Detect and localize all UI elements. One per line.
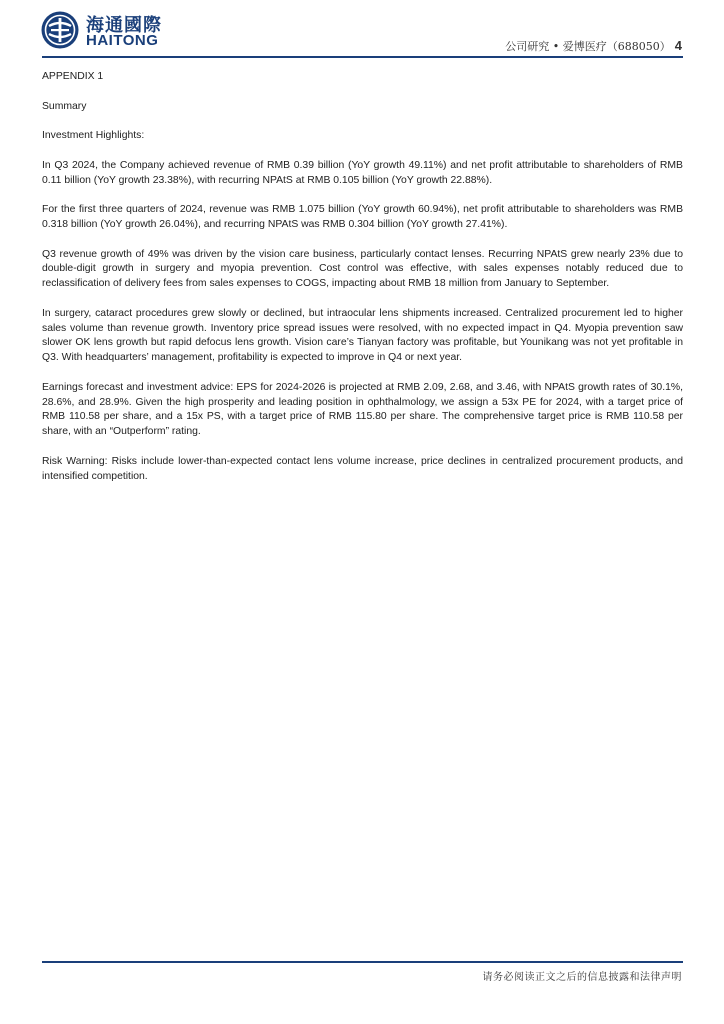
logo-chinese-text: 海通國際: [86, 15, 162, 36]
paragraph-risk-warning: Risk Warning: Risks include lower-than-expected contact lens volume increase, price declines in centralized procurement products, and intensified competition.: [42, 455, 683, 482]
page-number: 4: [674, 38, 682, 53]
footer-disclaimer: 请务必阅读正文之后的信息披露和法律声明: [482, 972, 682, 983]
logo-english-text: HAITONG: [86, 32, 159, 49]
haitong-logo: [40, 10, 170, 50]
report-label: 公司研究 • 爱博医疗（688050）: [505, 40, 671, 53]
highlights-heading: Investment Highlights:: [42, 130, 145, 142]
paragraph-q3-results: In Q3 2024, the Company achieved revenue of RMB 0.39 billion (YoY growth 49.11%) and net profit attributable to shareholders of RMB 0.11 billion (YoY growth 23.38%), with recurring NPAtS at RMB 0.105 billion (YoY growth 22.88%).: [42, 159, 683, 186]
paragraph-first-three-quarters: For the first three quarters of 2024, revenue was RMB 1.075 billion (YoY growth 60.94%), net profit attributable to shareholders was RMB 0.318 billion (YoY growth 26.04%), and recurring NPAtS was RMB 0.304 billion (YoY growth 27.41%).: [42, 204, 683, 230]
page-header: [0, 0, 724, 64]
report-header-label: [505, 38, 682, 54]
haitong-logo-icon: [40, 10, 80, 50]
appendix-heading: APPENDIX 1: [42, 71, 104, 82]
report-body: [42, 70, 683, 499]
header-divider: [42, 56, 683, 58]
paragraph-q3-growth-drivers: Q3 revenue growth of 49% was driven by the vision care business, particularly contact lenses. Recurring NPAtS grew nearly 23% due to double-digit growth in surgery and myopia prevention. Cost control was effective, with sales expenses notably reduced due to reclassification of delivery fees from sales expenses to COGS, impacting about RMB 18 million from January to September.: [42, 248, 683, 290]
paragraph-earnings-forecast: Earnings forecast and investment advice: EPS for 2024-2026 is projected at RMB 2.09, 2.68, and 3.46, with NPAtS growth rates of 30.1%, 28.6%, and 28.9%. Given the high prosperity and leading position in ophthalmology, we assign a 53x PE for 2024, with a target price of RMB 110.58 per share, and a 15x PS, with a target price of RMB 115.80 per share. The comprehensive target price is RMB 110.58 per share, with an “Outperform” rating.: [42, 381, 683, 438]
paragraph-surgery-segment: In surgery, cataract procedures grew slowly or declined, but intraocular lens shipments increased. Centralized procurement led to higher sales volume than revenue growth. Inventory price spread issues were resolved, with no expected impact in Q4. Myopia prevention saw slower OK lens growth but rapid defocus lens growth. Vision care’s Tianyan factory was profitable, but Younikang was not yet profitable in Q3. With headquarters’ management, profitability is expected to improve in Q4 or next year.: [42, 307, 683, 364]
summary-heading: Summary: [42, 100, 87, 112]
footer-divider: [42, 961, 683, 963]
